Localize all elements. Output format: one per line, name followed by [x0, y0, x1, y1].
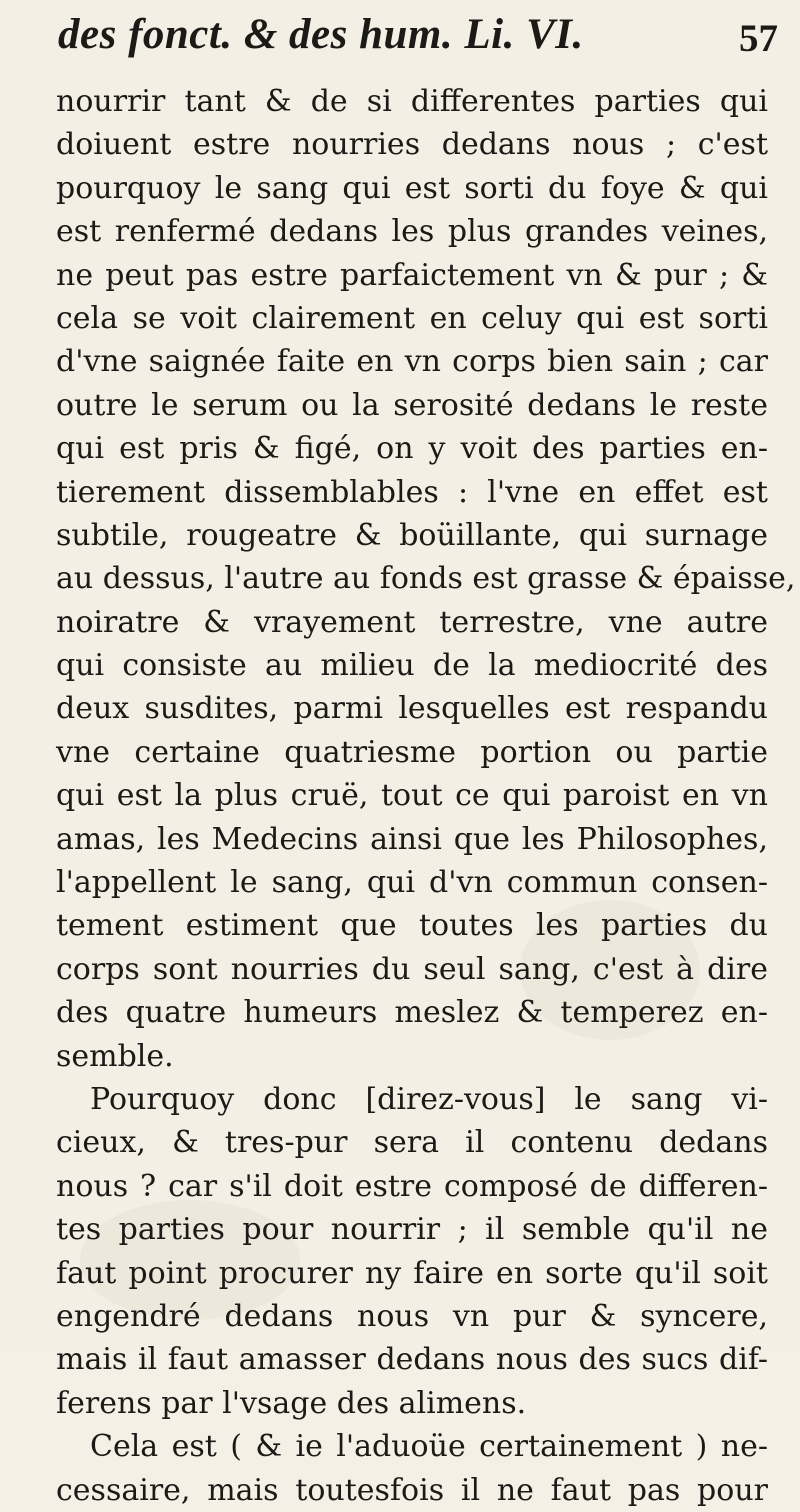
text-line: Cela est ( & ie l'aduoüe certainement ) ne- — [90, 1429, 768, 1465]
text-line: noiratre & vrayement terrestre, vne autre — [56, 604, 768, 640]
text-line: nourrir tant & de si differentes parties qui — [56, 84, 768, 119]
text-line: cessaire, mais toutesfois il ne faut pas pour — [56, 1472, 768, 1508]
text-line: faut point procurer ny faire en sorte qu'il soit — [56, 1255, 768, 1291]
page-header — [58, 8, 778, 74]
text-line: cieux, & tres-pur sera il contenu dedans — [56, 1125, 768, 1161]
text-line: vne certaine quatriesme portion ou partie — [56, 734, 768, 770]
text-line: Pourquoy donc [direz-vous] le sang vi- — [90, 1081, 768, 1117]
text-line: tierement dissemblables : l'vne en effet est — [56, 474, 768, 510]
text-line: semble. — [56, 1038, 174, 1074]
text-line: mais il faut amasser dedans nous des sucs dif- — [56, 1342, 768, 1378]
text-line: outre le serum ou la serosité dedans le reste — [56, 387, 768, 423]
text-line: doiuent estre nourries dedans nous ; c'est — [56, 127, 768, 163]
text-line: ne peut pas estre parfaictement vn & pur ; & — [56, 257, 768, 293]
text-line: l'appellent le sang, qui d'vn commun consen- — [56, 865, 768, 901]
text-line: tement estiment que toutes les parties du — [56, 908, 768, 944]
page-number: 57 — [739, 17, 778, 60]
text-line: qui est pris & figé, on y voit des parties en- — [56, 431, 768, 467]
running-head: des fonct. & des hum. Li. VI. — [58, 11, 584, 58]
text-line: engendré dedans nous vn pur & syncere, — [56, 1298, 768, 1334]
text-line: des quatre humeurs meslez & temperez en- — [56, 995, 768, 1031]
text-line: qui est la plus cruë, tout ce qui paroist en vn — [56, 778, 768, 814]
text-line: subtile, rougeatre & boüillante, qui surnage — [56, 517, 768, 553]
text-line: ferens par l'vsage des alimens. — [56, 1385, 527, 1421]
text-line: corps sont nourries du seul sang, c'est à dire — [56, 951, 768, 987]
text-line: d'vne saignée faite en vn corps bien sain ; car — [56, 344, 768, 380]
text-line: pourquoy le sang qui est sorti du foye & qui — [56, 170, 768, 206]
text-line: nous ? car s'il doit estre composé de differen- — [56, 1168, 768, 1204]
text-body — [56, 80, 796, 1512]
text-line: deux susdites, parmi lesquelles est respandu — [56, 691, 768, 727]
text-line: au dessus, l'autre au fonds est grasse & épaisse, — [56, 561, 796, 597]
text-line: qui consiste au milieu de la mediocrité des — [56, 648, 768, 684]
text-line: est renfermé dedans les plus grandes veines, — [56, 214, 768, 250]
text-line: tes parties pour nourrir ; il semble qu'il ne — [56, 1212, 768, 1248]
text-line: cela se voit clairement en celuy qui est sorti — [56, 300, 768, 336]
text-line: amas, les Medecins ainsi que les Philosophes, — [56, 821, 768, 857]
